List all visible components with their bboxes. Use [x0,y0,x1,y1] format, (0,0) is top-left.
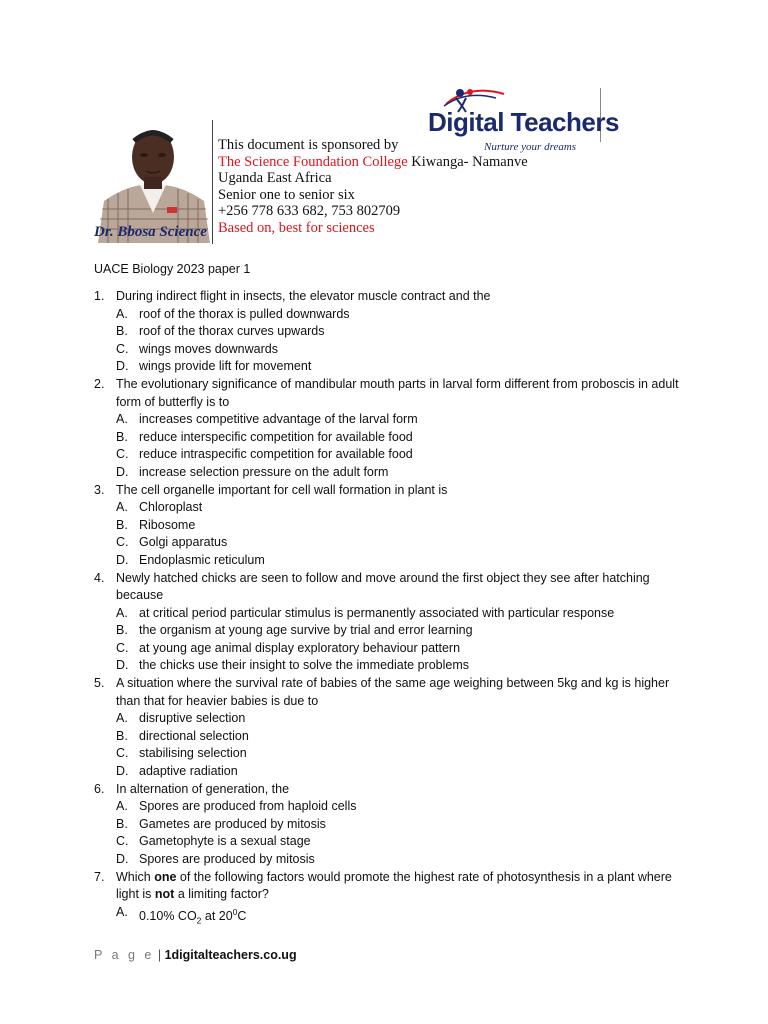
option-text: roof of the thorax is pulled downwards [139,306,350,321]
option-c [116,341,684,359]
option-letter: D. [116,359,129,374]
option-letter: C. [116,535,129,550]
question-text: A situation where the survival rate of babies of the same age weighing between 5kg and kg is higher than that for heavier babies is due to [116,676,670,708]
question-list [94,288,684,930]
option-letter: B. [116,623,128,638]
question-number: 6. [94,781,105,796]
option-text: Spores are produced from haploid cells [139,799,357,814]
option-a [116,306,684,324]
option-letter: B. [116,517,128,532]
page-number: 1 [164,948,172,962]
option-text: increases competitive advantage of the larval form [139,412,418,427]
option-letter: A. [116,799,128,814]
option-b [116,429,684,447]
option-letter: C. [116,341,129,356]
option-letter: D. [116,764,129,779]
option-letter: A. [116,412,128,427]
question-1 [94,288,684,376]
option-d [116,657,684,675]
option-a [116,605,684,623]
option-text: Spores are produced by mitosis [139,852,315,866]
question-text: The evolutionary significance of mandibular mouth parts in larval form different from proboscis in adult form of butterfly is to [116,376,679,409]
option-a [116,411,684,429]
option-letter: B. [116,816,128,831]
question-text: Which one of the following factors would promote the highest rate of photosynthesis in a plant where light is not a limiting factor? [116,869,672,902]
logo-tagline: Nurture your dreams [484,141,577,153]
option-letter: A. [116,605,128,620]
option-d [116,552,684,570]
option-letter: C. [116,834,129,849]
question-number: 1. [94,289,105,303]
option-a [116,904,684,930]
option-text: adaptive radiation [139,764,238,779]
option-text: reduce interspecific competition for available food [139,429,413,444]
option-letter: B. [116,728,128,743]
option-text: reduce intraspecific competition for available food [139,447,413,462]
option-text: at young age animal display exploratory behaviour pattern [139,640,461,655]
option-letter: C. [116,640,129,655]
photo-caption: Dr. Bbosa Science [94,224,207,240]
option-letter: A. [116,306,128,321]
question-text: In alternation of generation, the [116,781,290,796]
question-5 [94,675,684,781]
question-6 [94,781,684,869]
option-c [116,745,684,763]
option-letter: C. [116,447,129,462]
option-letter: D. [116,852,129,866]
option-text: roof of the thorax curves upwards [139,324,325,339]
option-text: Chloroplast [139,500,203,515]
sponsor-line [218,154,528,171]
option-letter: A. [116,904,128,919]
option-text: Gametes are produced by mitosis [139,816,326,831]
option-letter: D. [116,658,129,673]
question-text: The cell organelle important for cell wall formation in plant is [116,482,448,497]
sponsor-text: Uganda East Africa [218,170,332,187]
sponsor-line [218,187,528,204]
option-a [116,710,684,728]
sponsor-line [218,203,528,220]
option-d [116,464,684,482]
question-number: 4. [94,570,105,585]
option-text: Ribosome [139,517,196,532]
option-text: Gametophyte is a sexual stage [139,834,311,849]
option-letter: A. [116,500,128,515]
logo-title: Digital Teachers [428,107,619,137]
option-b [116,622,684,640]
option-b [116,323,684,341]
question-number: 2. [94,376,105,391]
option-a [116,499,684,517]
question-text: Newly hatched chicks are seen to follow and move around the first object they see after hatching because [116,570,650,603]
question-number: 3. [94,482,105,497]
option-b [116,728,684,746]
option-letter: B. [116,324,128,339]
question-text: During indirect flight in insects, the elevator muscle contract and the [116,289,491,303]
option-c [116,833,684,851]
sponsor-line [218,170,528,187]
question-number: 5. [94,676,105,691]
question-7 [94,869,684,930]
option-text: wings moves downwards [139,341,278,356]
option-d [116,763,684,781]
option-text: stabilising selection [139,746,247,761]
option-d [116,358,684,376]
option-letter: D. [116,552,129,567]
sponsor-text: +256 778 633 682, 753 802709 [218,203,401,220]
option-letter: B. [116,429,128,444]
option-letter: A. [116,711,128,726]
option-letter: D. [116,464,129,479]
option-d [116,851,684,869]
option-text: Golgi apparatus [139,535,228,550]
option-text: 0.10% $CO_2$ at $20^0C$ [139,906,247,926]
option-text: Endoplasmic reticulum [139,552,265,567]
option-text: wings provide lift for movement [139,359,312,374]
option-b [116,816,684,834]
sponsor-text: Kiwanga- Namanve [407,153,528,170]
option-c [116,640,684,658]
option-text: at critical period particular stimulus is permanently associated with particular response [139,605,615,620]
option-text: disruptive selection [139,711,246,726]
page-footer [94,948,297,962]
question-2 [94,376,684,482]
option-a [116,798,684,816]
sponsor-text: Based on, best for sciences [218,219,375,236]
page-label: P a g e [94,948,155,962]
sponsor-line [218,220,528,237]
sponsor-text: The Science Foundation College [218,153,408,170]
option-text: increase selection pressure on the adult form [139,464,389,479]
option-letter: C. [116,746,129,761]
option-text: the chicks use their insight to solve the immediate problems [139,658,470,673]
sponsor-text: This document is sponsored by [218,137,399,153]
question-number: 7. [94,869,105,884]
option-c [116,446,684,464]
footer-site-link[interactable]: digitalteachers.co.ug [171,948,297,962]
footer-separator: | [154,948,165,962]
sponsor-text: Senior one to senior six [218,186,355,203]
option-text: directional selection [139,728,249,743]
question-4 [94,570,684,676]
document-title: UACE Biology 2023 paper 1 [94,262,251,276]
option-text: the organism at young age survive by trial and error learning [139,623,473,638]
option-c [116,534,684,552]
option-b [116,517,684,535]
question-3 [94,482,684,570]
